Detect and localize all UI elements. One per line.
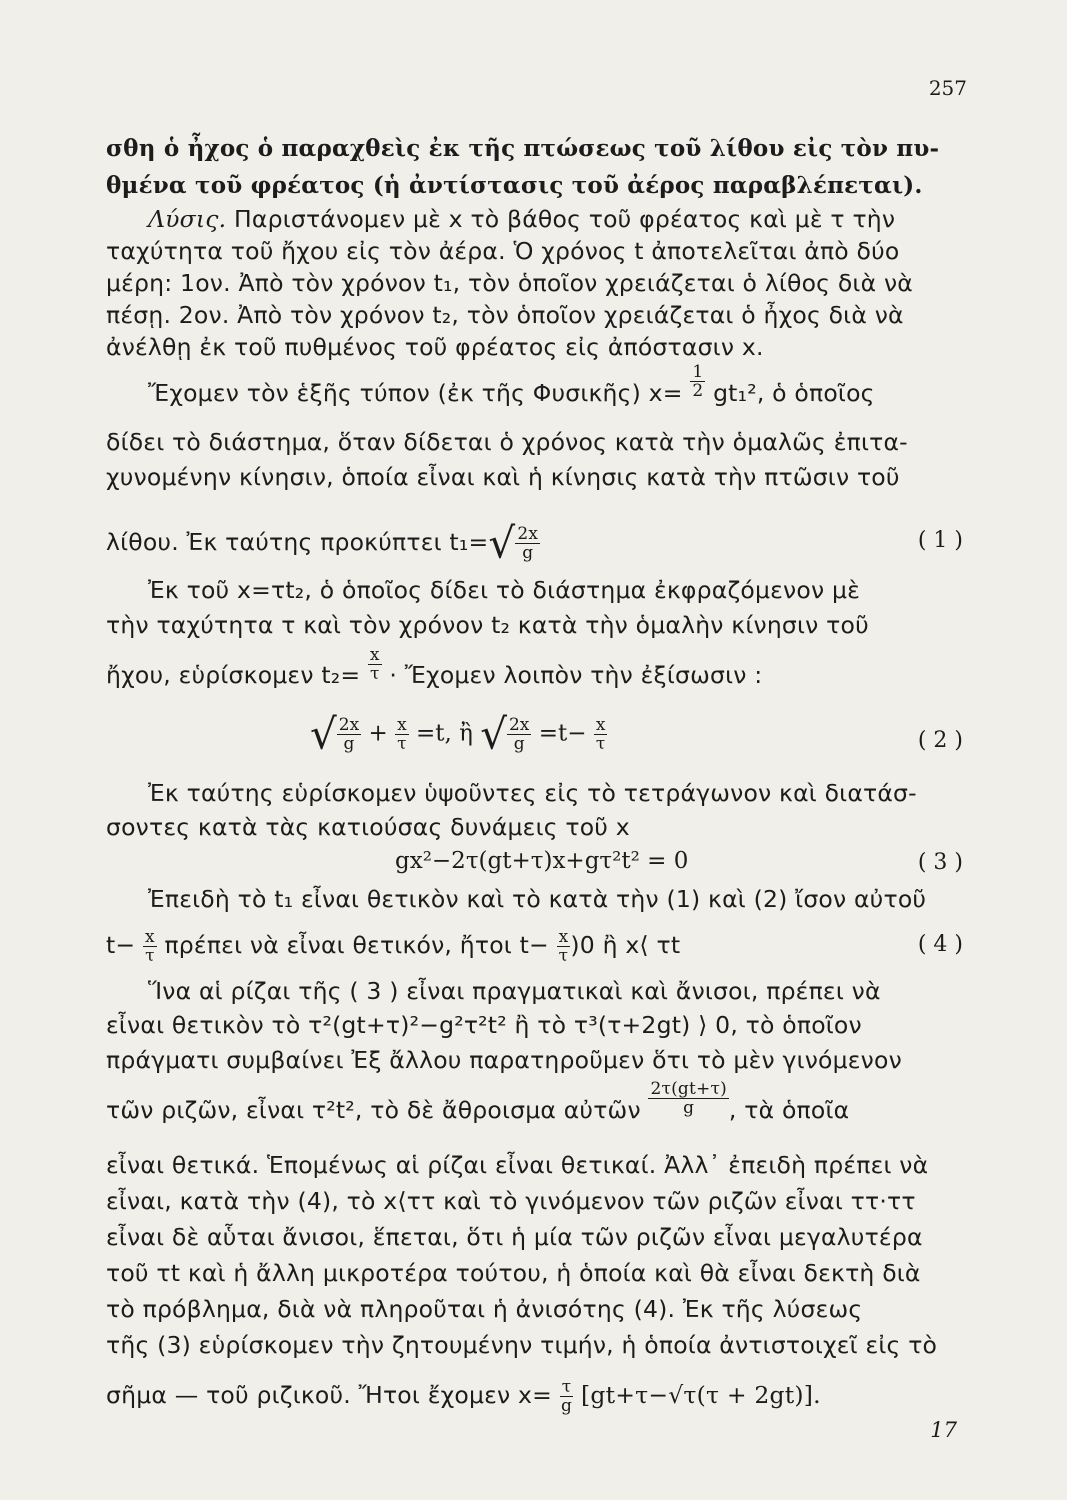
fraction-tau-over-g: $\frac{\tau}{g}$ xyxy=(560,1377,573,1416)
text-line: λίθου. Ἐκ ταύτης προκύπτει t₁=√ $\frac{2x}{g}$ xyxy=(106,518,539,568)
text-line: ταχύτητα τοῦ ἤχου εἰς τὸν ἀέρα. Ὁ χρόνος t ἀποτελεῖται ἀπὸ δύο xyxy=(106,237,900,265)
text-line: σθη ὁ ἦχος ὁ παραχθεὶς ἐκ τῆς πτώσεως τοῦ λίθου εἰς τὸν πυ- xyxy=(106,135,940,162)
text-line: χυνομένην κίνησιν, ὁποία εἶναι καὶ ἡ κίνησις κατὰ τὴν πτῶσιν τοῦ xyxy=(106,463,900,491)
fraction-2x-over-g: $\frac{2x}{g}$ xyxy=(338,715,360,754)
text-line: ἀνέλθῃ ἐκ τοῦ πυθμένος τοῦ φρέατος εἰς ἀπόστασιν x. xyxy=(106,333,764,361)
fraction-x-over-tau: $\frac{x}{\tau}$ xyxy=(397,715,407,754)
text-line: Ἔχομεν τὸν ἑξῆς τύπον (ἐκ τῆς Φυσικῆς) x= $\frac{1}{2}$ gt₁², ὁ ὁποῖος xyxy=(148,362,875,407)
text-line: εἶναι, κατὰ τὴν (4), τὸ x⟨ττ καὶ τὸ γινόμενον τῶν ριζῶν εἶναι ττ·ττ xyxy=(106,1187,916,1215)
equation-2: √ $\frac{2x}{g}$ + $\frac{x}{\tau}$ =t, ἢ √ $\frac{2x}{g}$ =t− $\frac{x}{\tau}$ xyxy=(310,709,606,759)
text-line: τὸ πρόβλημα, διὰ νὰ πληροῦται ἡ ἀνισότης (4). Ἐκ τῆς λύσεως xyxy=(106,1295,863,1323)
equation-number: ( 3 ) xyxy=(917,850,963,875)
radical-sign: √ xyxy=(480,709,507,759)
equation-number: ( 2 ) xyxy=(917,728,963,753)
final-expression: [gt+τ−√τ(τ + 2gt)]. xyxy=(580,1381,821,1409)
equation-number: ( 4 ) xyxy=(917,932,963,957)
text-line: Ἐκ τοῦ x=τt₂, ὁ ὁποῖος δίδει τὸ διάστημα ἐκφραζόμενον μὲ xyxy=(148,576,861,604)
text-line: τῶν ριζῶν, εἶναι τ²t², τὸ δὲ ἄθροισμα αὐτῶν $\frac{2\tau(gt+\tau)}{g}$ , τὰ ὁποῖα xyxy=(106,1079,850,1124)
text-line: σῆμα — τοῦ ριζικοῦ. Ἤτοι ἔχομεν x= $\frac{\tau}{g}$ [gt+τ−√τ(τ + 2gt)]. xyxy=(106,1377,821,1416)
text-line: τοῦ τt καὶ ἡ ἄλλη μικροτέρα τούτου, ἡ ὁποία καὶ θὰ εἶναι δεκτὴ διὰ xyxy=(106,1259,921,1287)
text-line: μέρη: 1ον. Ἀπὸ τὸν χρόνον t₁, τὸν ὁποῖον χρειάζεται ὁ λίθος διὰ νὰ xyxy=(106,269,913,297)
radical-sign: √ xyxy=(310,709,337,759)
text-line: δίδει τὸ διάστημα, ὅταν δίδεται ὁ χρόνος κατὰ τὴν ὁμαλῶς ἐπιτα- xyxy=(106,428,908,456)
text-line: ἤχου, εὑρίσκομεν t₂= $\frac{x}{\tau}$ · Ἔχομεν λοιπὸν τὴν ἐξίσωσιν : xyxy=(106,645,763,689)
text-line: Ἵνα αἱ ρίζαι τῆς ( 3 ) εἶναι πραγματικαὶ καὶ ἄνισοι, πρέπει νὰ xyxy=(148,977,881,1005)
text-line: θμένα τοῦ φρέατος (ἡ ἀντίστασις τοῦ ἀέρος παραβλέπεται). xyxy=(106,172,923,199)
equation-3: gx²−2τ(gt+τ)x+gτ²t² = 0 xyxy=(395,848,689,874)
text-line: εἶναι θετικὸν τὸ τ²(gt+τ)²−g²τ²t² ἢ τὸ τ³(τ+2gt) ⟩ 0, τὸ ὁποῖον xyxy=(106,1011,862,1039)
text-line: Ἐπειδὴ τὸ t₁ εἶναι θετικὸν καὶ τὸ κατὰ τὴν (1) καὶ (2) ἴσον αὐτοῦ xyxy=(148,885,927,913)
fraction-half: $\frac{1}{2}$ xyxy=(692,362,704,401)
text-line: σοντες κατὰ τὰς κατιούσας δυνάμεις τοῦ x xyxy=(106,813,630,841)
fraction-2x-over-g: $\frac{2x}{g}$ xyxy=(517,524,539,563)
fraction-x-over-tau: $\frac{x}{\tau}$ xyxy=(144,927,155,966)
text-line: Λύσις. Παριστάνομεν μὲ x τὸ βάθος τοῦ φρέατος καὶ μὲ τ τὴν xyxy=(148,205,896,233)
radical-sign: √ xyxy=(488,518,516,568)
equation-number: ( 1 ) xyxy=(917,528,963,553)
fraction-x-over-tau: $\frac{x}{\tau}$ xyxy=(595,715,606,754)
solution-label: Λύσις. xyxy=(148,205,227,233)
text-line: εἶναι θετικά. Ἑπομένως αἱ ρίζαι εἶναι θετικαί. Ἀλλ᾽ ἐπειδὴ πρέπει νὰ xyxy=(106,1151,929,1179)
text-line: πράγματι συμβαίνει Ἐξ ἄλλου παρατηροῦμεν ὅτι τὸ μὲν γινόμενον xyxy=(106,1046,902,1074)
text-line: τὴν ταχύτητα τ καὶ τὸν χρόνον t₂ κατὰ τὴν ὁμαλὴν κίνησιν τοῦ xyxy=(106,611,869,639)
text-line: t− $\frac{x}{\tau}$ πρέπει νὰ εἶναι θετικόν, ἤτοι t− $\frac{x}{\tau}$ )0 ἢ x⟨ τt xyxy=(106,927,681,966)
text-line: πέσῃ. 2ον. Ἀπὸ τὸν χρόνον t₂, τὸν ὁποῖον χρειάζεται ὁ ἦχος διὰ νὰ xyxy=(106,301,904,329)
fraction-2x-over-g: $\frac{2x}{g}$ xyxy=(508,715,530,754)
fraction-x-over-tau: $\frac{x}{\tau}$ xyxy=(558,927,569,966)
text-line: Ἐκ ταύτης εὑρίσκομεν ὑψοῦντες εἰς τὸ τετράγωνον καὶ διατάσ- xyxy=(148,779,917,807)
fraction-x-over-tau: $\frac{x}{\tau}$ xyxy=(369,645,380,684)
signature-mark: 17 xyxy=(930,1418,957,1442)
fraction-sum-of-roots: $\frac{2\tau(gt+\tau)}{g}$ xyxy=(650,1079,727,1118)
page-number: 257 xyxy=(928,76,967,100)
text-line: εἶναι δὲ αὗται ἄνισοι, ἕπεται, ὅτι ἡ μία τῶν ριζῶν εἶναι μεγαλυτέρα xyxy=(106,1223,923,1251)
text-line: τῆς (3) εὑρίσκομεν τὴν ζητουμένην τιμήν, ἡ ὁποία ἀντιστοιχεῖ εἰς τὸ xyxy=(106,1331,938,1359)
